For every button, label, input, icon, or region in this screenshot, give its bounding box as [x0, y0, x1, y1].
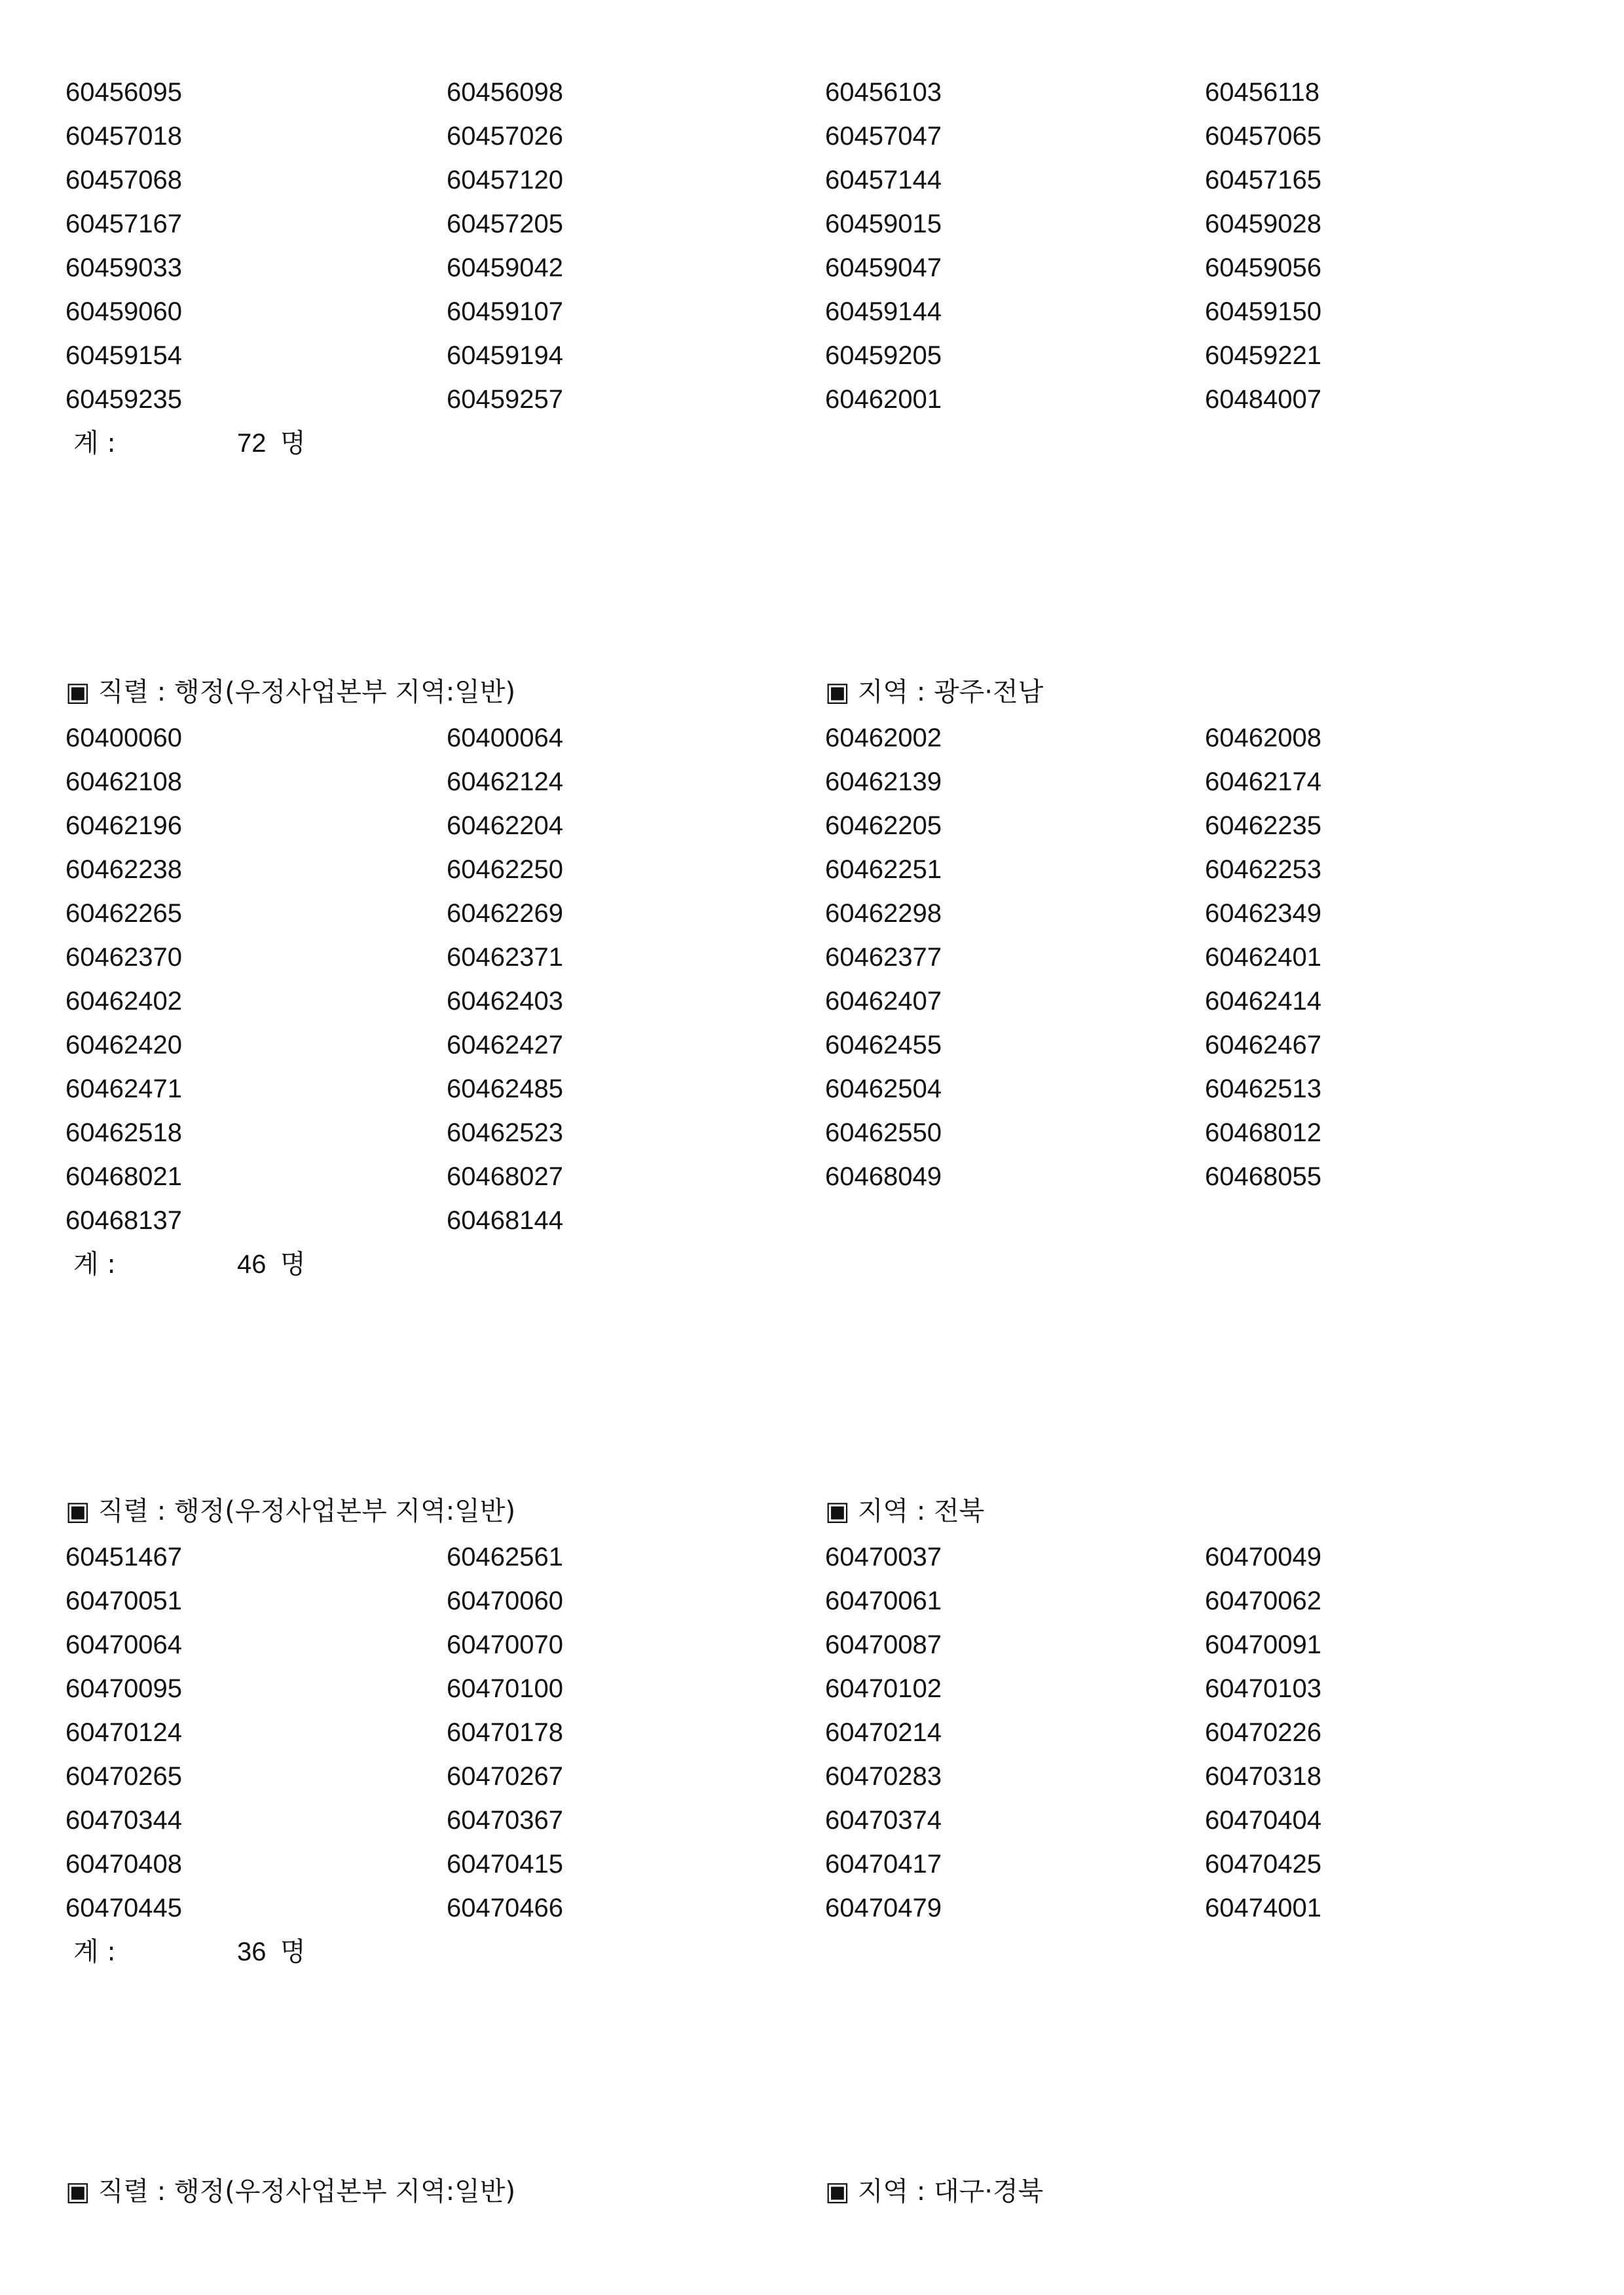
section-header-text: 직렬 : 행정(우정사업본부 지역:일반): [98, 2176, 516, 2207]
id-number: 60470267: [447, 1762, 563, 1791]
id-number: 60456098: [447, 78, 563, 107]
total-label: 계 :: [73, 1249, 116, 1279]
section-marker-icon: ▣: [825, 2176, 850, 2207]
section-header-text: 지역 : 광주·전남: [857, 677, 1044, 707]
id-number: 60470095: [65, 1674, 182, 1703]
id-number: 60462401: [1205, 943, 1321, 972]
id-number: 60474001: [1205, 1894, 1321, 1922]
table-row: [0, 1711, 1624, 1755]
id-number: 60462523: [447, 1118, 563, 1147]
total-unit: 명: [280, 428, 306, 458]
id-number: 60462196: [65, 811, 182, 840]
table-row: [0, 115, 1624, 158]
id-number: 60462518: [65, 1118, 182, 1147]
id-number: 60470425: [1205, 1850, 1321, 1879]
id-number: 60457068: [65, 166, 182, 194]
id-number: 60468144: [447, 1206, 563, 1235]
table-row: [0, 1579, 1624, 1623]
id-number: 60462235: [1205, 811, 1321, 840]
total-label: 계 :: [73, 428, 116, 458]
table-row: [0, 804, 1624, 848]
id-number: 60468055: [1205, 1162, 1321, 1191]
id-number: 60462002: [825, 724, 942, 752]
table-row: [0, 246, 1624, 290]
table-row: [0, 334, 1624, 378]
id-number: 60470344: [65, 1806, 182, 1835]
id-number: 60462377: [825, 943, 942, 972]
id-number: 60462550: [825, 1118, 942, 1147]
id-number: 60459047: [825, 253, 942, 282]
id-number: 60451467: [65, 1543, 182, 1571]
id-number: 60459150: [1205, 297, 1321, 326]
id-number: 60462008: [1205, 724, 1321, 752]
id-number: 60400064: [447, 724, 563, 752]
id-number: 60470283: [825, 1762, 942, 1791]
section-marker-icon: ▣: [65, 2176, 90, 2207]
table-row: [0, 1667, 1624, 1711]
section-header-position: [65, 2175, 515, 2208]
id-number: 60459056: [1205, 253, 1321, 282]
id-number: 60470415: [447, 1850, 563, 1879]
id-number: 60462402: [65, 987, 182, 1016]
id-number: 60462269: [447, 899, 563, 928]
id-number: 60462370: [65, 943, 182, 972]
id-number: 60462414: [1205, 987, 1321, 1016]
id-number: 60457165: [1205, 166, 1321, 194]
total-unit: 명: [280, 1937, 306, 1967]
id-number: 60470226: [1205, 1718, 1321, 1747]
id-number: 60459235: [65, 385, 182, 414]
id-number: 60457120: [447, 166, 563, 194]
id-number: 60462250: [447, 855, 563, 884]
table-row: [0, 1067, 1624, 1111]
id-number: 60457018: [65, 122, 182, 151]
id-number: 60462251: [825, 855, 942, 884]
id-number: 60459028: [1205, 210, 1321, 238]
table-row: [0, 1886, 1624, 1930]
id-number: 60470408: [65, 1850, 182, 1879]
id-number: 60457026: [447, 122, 563, 151]
table-row: [0, 158, 1624, 202]
id-number: 60462371: [447, 943, 563, 972]
id-number: 60459015: [825, 210, 942, 238]
section-marker-icon: ▣: [825, 1496, 850, 1526]
section-header-text: 직렬 : 행정(우정사업본부 지역:일반): [98, 677, 516, 707]
id-number: 60470124: [65, 1718, 182, 1747]
table-row: [0, 378, 1624, 422]
total-count: 72: [237, 429, 267, 458]
id-number: 60484007: [1205, 385, 1321, 414]
id-number: 60462139: [825, 767, 942, 796]
id-number: 60470214: [825, 1718, 942, 1747]
id-number: 60468049: [825, 1162, 942, 1191]
table-row: [0, 1799, 1624, 1843]
id-number: 60459060: [65, 297, 182, 326]
id-number: 60462108: [65, 767, 182, 796]
section-total: [0, 422, 1624, 466]
id-number: 60456095: [65, 78, 182, 107]
id-number: 60470051: [65, 1587, 182, 1615]
id-number: 60470404: [1205, 1806, 1321, 1835]
id-number: 60462349: [1205, 899, 1321, 928]
id-number: 60462427: [447, 1031, 563, 1059]
id-number: 60462455: [825, 1031, 942, 1059]
table-row: [0, 980, 1624, 1023]
id-number: 60470070: [447, 1630, 563, 1659]
id-number: 60459154: [65, 341, 182, 370]
total-label: 계 :: [73, 1937, 116, 1967]
id-number: 60462561: [447, 1543, 563, 1571]
id-number: 60468021: [65, 1162, 182, 1191]
table-row: [0, 1843, 1624, 1886]
id-number: 60470178: [447, 1718, 563, 1747]
id-number: 60459257: [447, 385, 563, 414]
id-number: 60470374: [825, 1806, 942, 1835]
id-number-grid: [0, 1535, 1624, 1974]
total-count: 46: [237, 1250, 267, 1279]
section-total: [0, 1930, 1624, 1974]
section-header-region: [825, 2175, 1043, 2208]
id-number: 60470367: [447, 1806, 563, 1835]
id-number: 60459144: [825, 297, 942, 326]
id-number: 60457065: [1205, 122, 1321, 151]
id-number: 60470062: [1205, 1587, 1321, 1615]
table-row: [0, 71, 1624, 115]
id-number: 60462174: [1205, 767, 1321, 796]
id-number: 60470091: [1205, 1630, 1321, 1659]
id-number: 60470049: [1205, 1543, 1321, 1571]
id-number: 60457205: [447, 210, 563, 238]
section-header-region: [825, 1495, 984, 1528]
id-number: 60462504: [825, 1074, 942, 1103]
table-row: [0, 892, 1624, 936]
id-number: 60470037: [825, 1543, 942, 1571]
id-number: 60462485: [447, 1074, 563, 1103]
id-number: 60470087: [825, 1630, 942, 1659]
id-number: 60468137: [65, 1206, 182, 1235]
id-number: 60462407: [825, 987, 942, 1016]
id-number: 60459042: [447, 253, 563, 282]
section-marker-icon: ▣: [825, 677, 850, 707]
section-header-text: 지역 : 대구·경북: [857, 2176, 1044, 2207]
total-unit: 명: [280, 1249, 306, 1279]
id-number: 60468012: [1205, 1118, 1321, 1147]
total-count: 36: [237, 1937, 267, 1966]
section-header-text: 직렬 : 행정(우정사업본부 지역:일반): [98, 1496, 516, 1526]
id-number: 60462298: [825, 899, 942, 928]
section-header-position: [65, 1495, 515, 1528]
id-number: 60468027: [447, 1162, 563, 1191]
section-header-position: [65, 676, 515, 708]
section-marker-icon: ▣: [65, 677, 90, 707]
id-number-grid: [0, 716, 1624, 1287]
id-number: 60462253: [1205, 855, 1321, 884]
table-row: [0, 1111, 1624, 1155]
id-number: 60470445: [65, 1894, 182, 1922]
id-number: 60470060: [447, 1587, 563, 1615]
section-header-text: 지역 : 전북: [857, 1496, 985, 1526]
section-marker-icon: ▣: [65, 1496, 90, 1526]
id-number: 60470466: [447, 1894, 563, 1922]
id-number: 60462238: [65, 855, 182, 884]
id-number: 60470064: [65, 1630, 182, 1659]
id-number: 60462420: [65, 1031, 182, 1059]
id-number: 60456103: [825, 78, 942, 107]
id-number: 60459205: [825, 341, 942, 370]
table-row: [0, 1755, 1624, 1799]
id-number: 60470103: [1205, 1674, 1321, 1703]
id-number: 60462403: [447, 987, 563, 1016]
table-row: [0, 936, 1624, 980]
table-row: [0, 1535, 1624, 1579]
id-number: 60457167: [65, 210, 182, 238]
section-total: [0, 1243, 1624, 1287]
id-number: 60462265: [65, 899, 182, 928]
id-number: 60457047: [825, 122, 942, 151]
table-row: [0, 848, 1624, 892]
id-number: 60470102: [825, 1674, 942, 1703]
id-number: 60470061: [825, 1587, 942, 1615]
table-row: [0, 1623, 1624, 1667]
id-number-grid: [0, 71, 1624, 466]
table-row: [0, 1155, 1624, 1199]
id-number: 60462204: [447, 811, 563, 840]
table-row: [0, 290, 1624, 334]
id-number: 60470417: [825, 1850, 942, 1879]
id-number: 60462513: [1205, 1074, 1321, 1103]
table-row: [0, 760, 1624, 804]
id-number: 60459033: [65, 253, 182, 282]
table-row: [0, 202, 1624, 246]
id-number: 60456118: [1205, 78, 1320, 107]
id-number: 60470100: [447, 1674, 563, 1703]
id-number: 60459221: [1205, 341, 1321, 370]
id-number: 60470265: [65, 1762, 182, 1791]
section-header-region: [825, 676, 1043, 708]
table-row: [0, 1199, 1624, 1243]
id-number: 60470479: [825, 1894, 942, 1922]
id-number: 60459107: [447, 297, 563, 326]
table-row: [0, 1023, 1624, 1067]
id-number: 60462467: [1205, 1031, 1321, 1059]
id-number: 60457144: [825, 166, 942, 194]
id-number: 60470318: [1205, 1762, 1321, 1791]
id-number: 60400060: [65, 724, 182, 752]
id-number: 60462001: [825, 385, 942, 414]
id-number: 60462471: [65, 1074, 182, 1103]
id-number: 60462205: [825, 811, 942, 840]
id-number: 60459194: [447, 341, 563, 370]
id-number: 60462124: [447, 767, 563, 796]
table-row: [0, 716, 1624, 760]
